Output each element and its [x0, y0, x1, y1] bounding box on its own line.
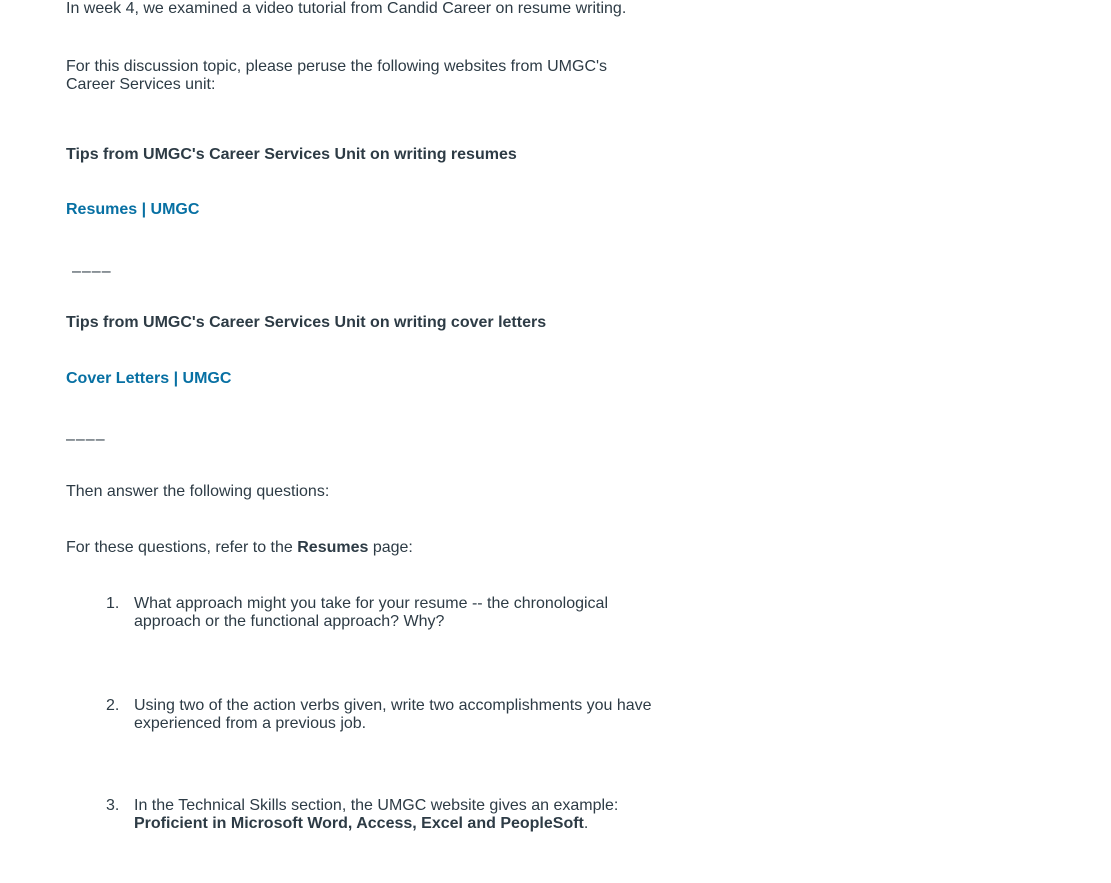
- question-text-line-2: [106, 815, 618, 833]
- question-item-1: [106, 595, 608, 631]
- peruse-paragraph: [66, 58, 607, 94]
- peruse-line-1: For this discussion topic, please peruse the following websites from UMGC's: [66, 58, 608, 75]
- cover-letters-heading: Tips from UMGC's Career Services Unit on writing cover letters: [66, 314, 547, 331]
- question-text-line-2: experienced from a previous job.: [134, 715, 367, 732]
- resumes-link[interactable]: Resumes | UMGC: [66, 201, 200, 218]
- question-text-suffix: .: [583, 815, 589, 832]
- question-number: 1.: [106, 595, 120, 612]
- resumes-heading: Tips from UMGC's Career Services Unit on writing resumes: [66, 146, 517, 163]
- peruse-line-2: Career Services unit:: [66, 76, 216, 93]
- refer-suffix: page:: [368, 539, 413, 556]
- question-text-line-2: approach or the functional approach? Why?: [134, 613, 445, 630]
- resumes-link-paragraph: [66, 201, 199, 219]
- answer-prompt: Then answer the following questions:: [66, 483, 330, 500]
- question-number: 2.: [106, 697, 120, 714]
- cover-letters-link[interactable]: Cover Letters | UMGC: [66, 370, 232, 387]
- question-text-line-1: In the Technical Skills section, the UMGC website gives an example:: [134, 797, 619, 814]
- refer-paragraph: [66, 539, 413, 557]
- question-item-2: [106, 697, 652, 733]
- refer-bold: Resumes: [297, 539, 369, 556]
- refer-prefix: For these questions, refer to the: [66, 539, 298, 556]
- question-item-3: [106, 797, 618, 833]
- cover-letters-link-paragraph: [66, 370, 231, 388]
- separator-1: ––––: [72, 263, 112, 280]
- question-text-line-1: What approach might you take for your resume -- the chronological: [134, 595, 609, 612]
- technical-skills-example: Proficient in Microsoft Word, Access, Excel and PeopleSoft: [134, 815, 584, 832]
- question-text-line-1: Using two of the action verbs given, write two accomplishments you have: [134, 697, 652, 714]
- separator-2: ––––: [66, 431, 106, 448]
- question-number: 3.: [106, 797, 120, 814]
- intro-paragraph: In week 4, we examined a video tutorial from Candid Career on resume writing.: [66, 0, 627, 17]
